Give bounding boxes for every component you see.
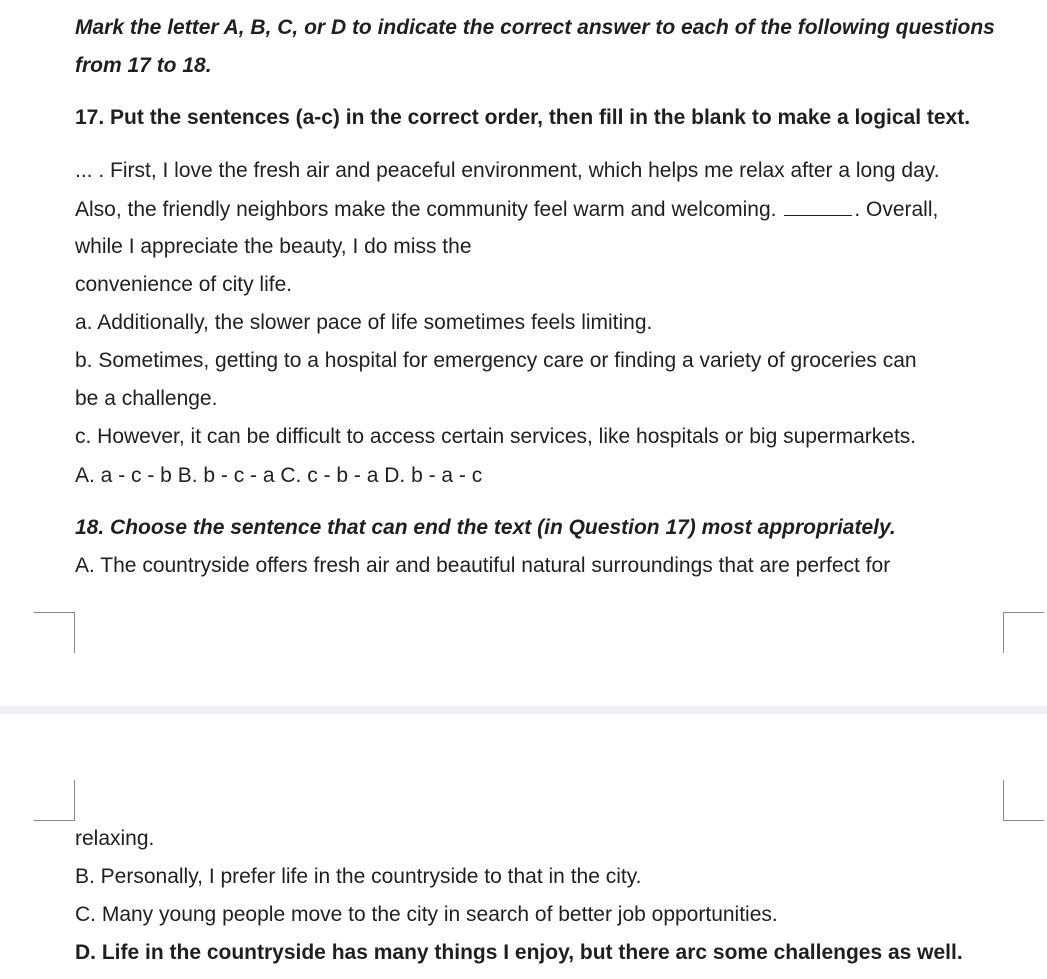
option-a-line-2: relaxing. (75, 827, 155, 850)
sentence-b-line-2: be a challenge. (75, 387, 218, 410)
instruction-line-1: Mark the letter A, B, C, or D to indicate the correct answer to each of the following questions (75, 16, 995, 39)
passage-line-2 (75, 197, 938, 223)
page-corner-mark (34, 612, 75, 653)
passage-line-4: convenience of city life. (75, 273, 293, 296)
page-corner-mark (34, 780, 75, 821)
passage-line-3: while I appreciate the beauty, I do miss the (75, 235, 472, 258)
option-c: C. Many young people move to the city in search of better job opportunities. (75, 903, 778, 926)
page-corner-mark (1003, 612, 1044, 653)
instruction-line-2: from 17 to 18. (75, 54, 212, 77)
sentence-b-line-1: b. Sometimes, getting to a hospital for emergency care or finding a variety of groceries can (75, 349, 917, 372)
option-a-line-1: A. The countryside offers fresh air and beautiful natural surroundings that are perfect for (75, 554, 891, 577)
sentence-a: a. Additionally, the slower pace of life sometimes feels limiting. (75, 311, 653, 334)
answer-blank (784, 197, 852, 216)
passage-line-2-before: Also, the friendly neighbors make the community feel warm and welcoming. (75, 198, 783, 221)
question-17-title: 17. Put the sentences (a-c) in the correct order, then fill in the blank to make a logical text. (75, 106, 971, 129)
question-18-title: 18. Choose the sentence that can end the text (in Question 17) most appropriately. (75, 516, 896, 539)
page-corner-mark (1003, 780, 1044, 821)
sentence-c: c. However, it can be difficult to access certain services, like hospitals or big supermarkets. (75, 425, 917, 448)
option-d: D. Life in the countryside has many things I enjoy, but there arc some challenges as well. (75, 941, 963, 964)
passage-line-1: ... . First, I love the fresh air and peaceful environment, which helps me relax after a long day. (75, 159, 940, 182)
page-gap (0, 706, 1047, 714)
question-17-options: A. a - c - b B. b - c - a C. c - b - a D. b - a - c (75, 464, 483, 487)
passage-line-2-after: . Overall, (854, 198, 939, 221)
option-b: B. Personally, I prefer life in the countryside to that in the city. (75, 865, 642, 888)
